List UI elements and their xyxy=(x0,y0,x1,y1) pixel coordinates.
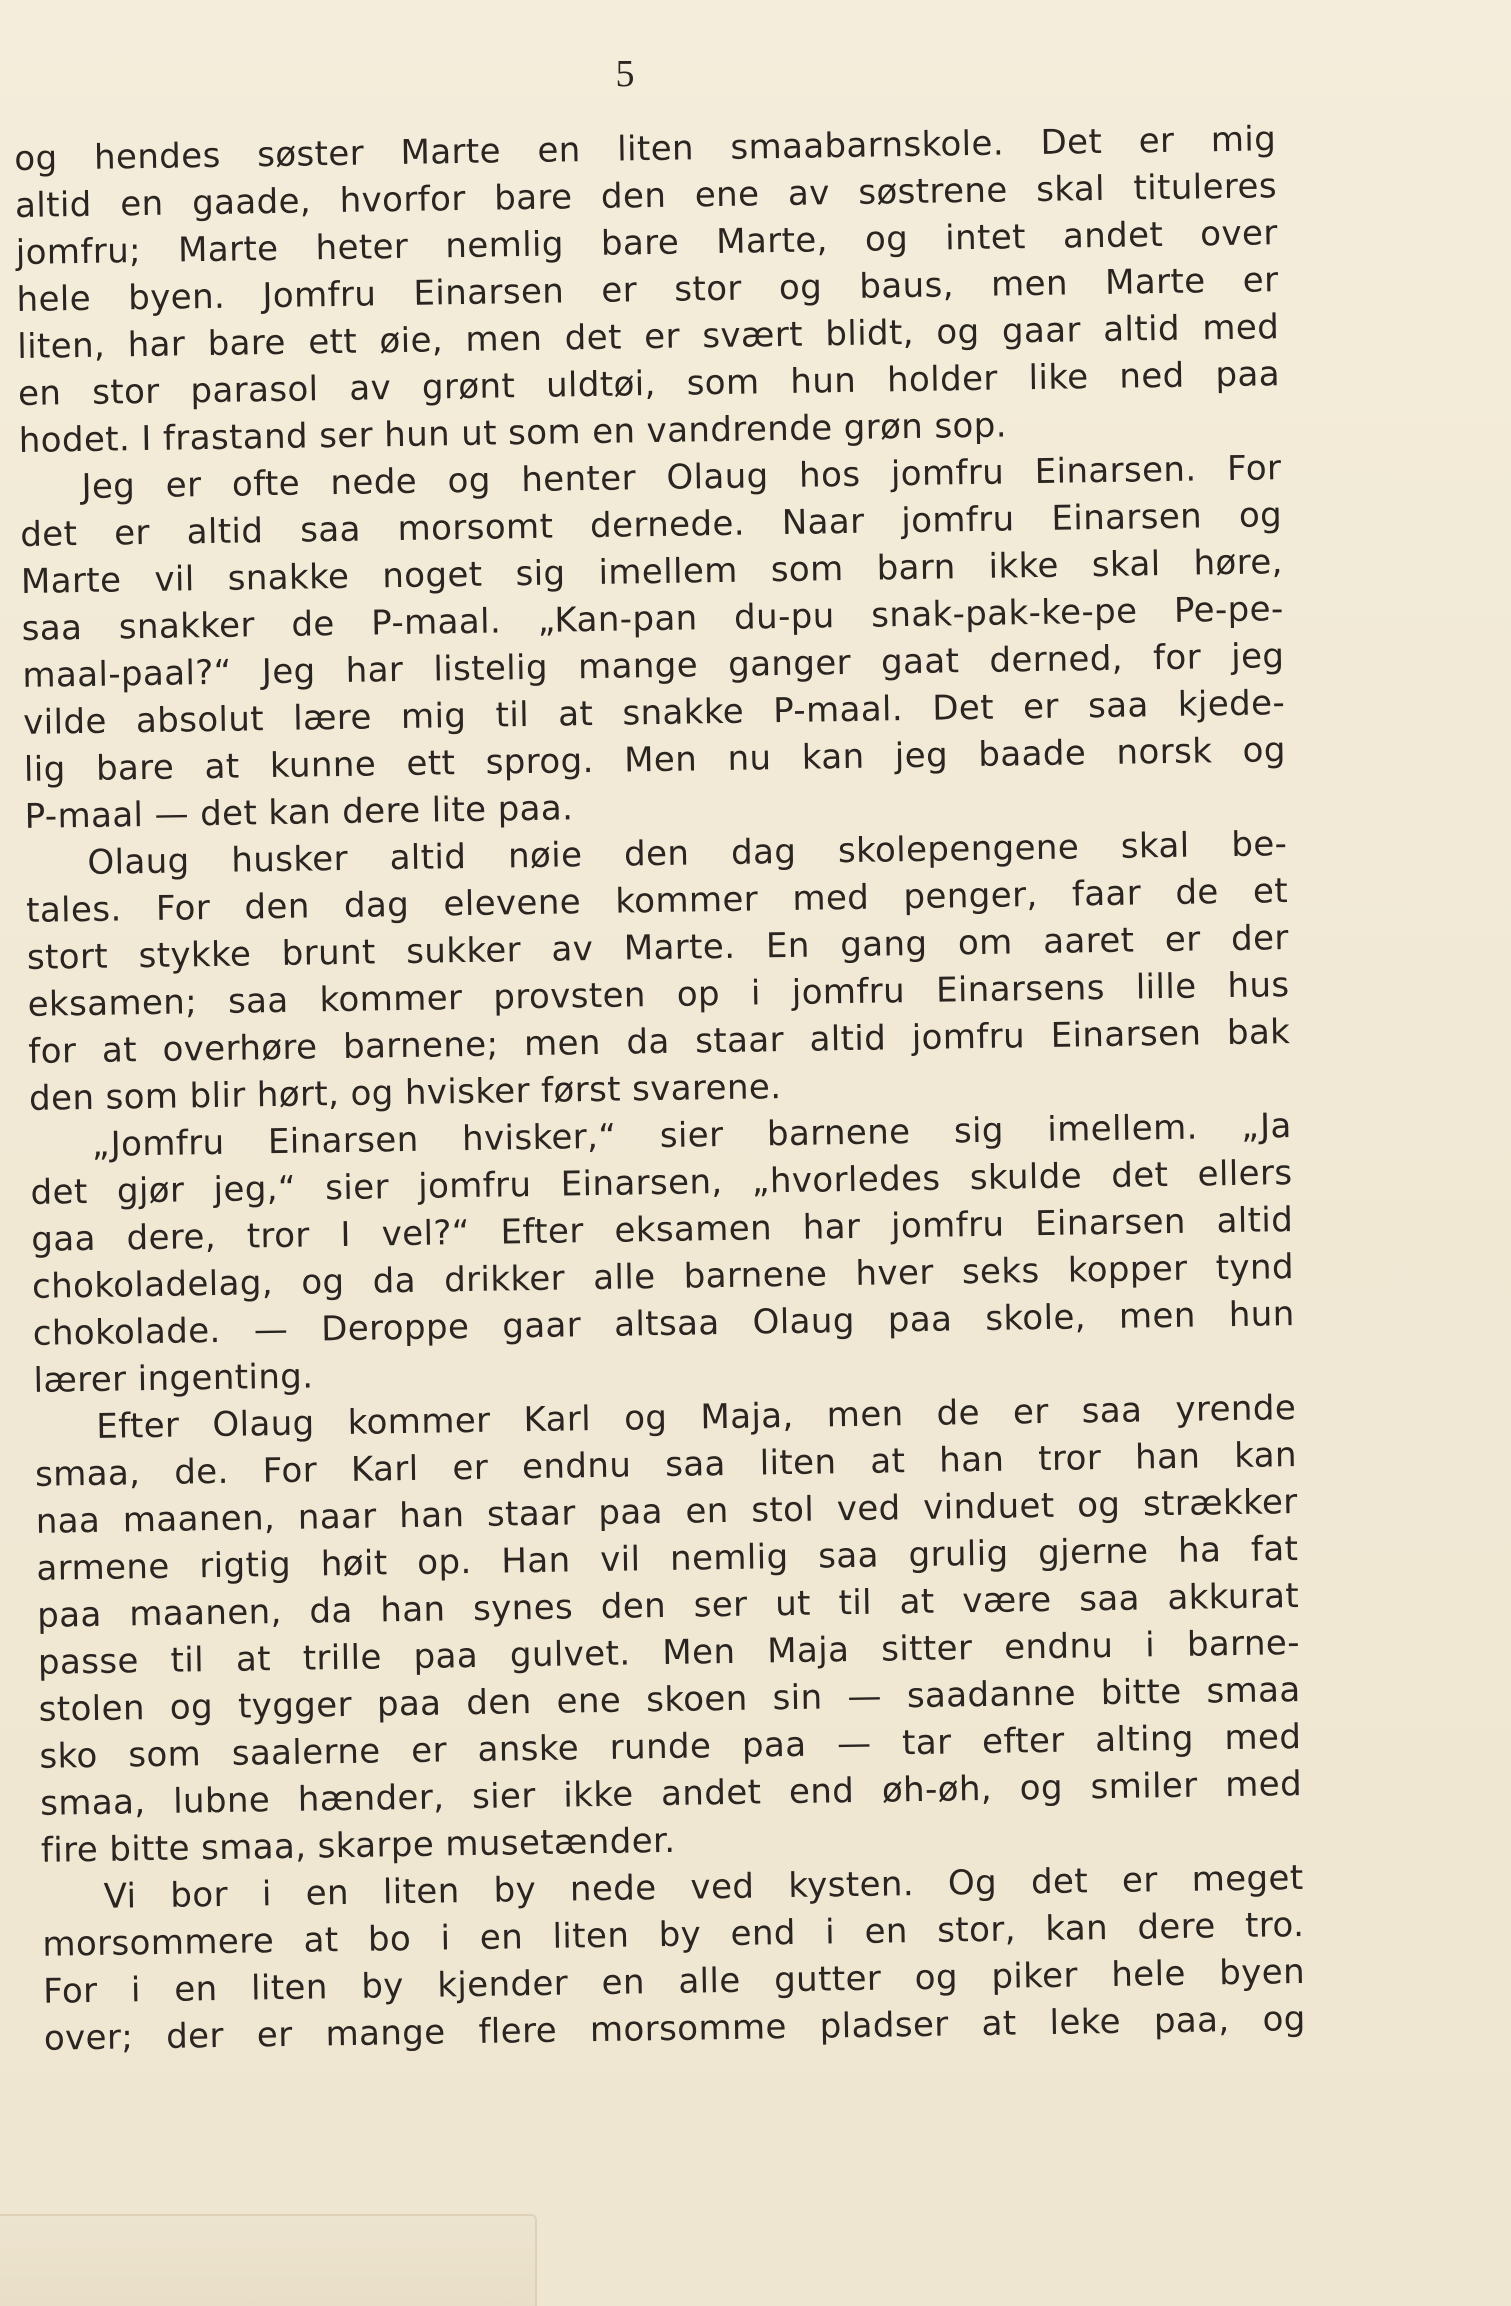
text-line: chokolade. — Deroppe gaar altsaa Olaug paa skole, men hun xyxy=(32,1294,1295,1354)
text-line: den som blir hørt, og hvisker først svarene. xyxy=(28,1067,782,1119)
text-line: for at overhøre barnene; men da staar altid jomfru Einarsen bak xyxy=(28,1012,1291,1072)
text-line: sko som saalerne er anske runde paa — tar efter alting med xyxy=(39,1716,1302,1777)
text-line: saa snakker de P-maal. „Kan-pan du-pu snak-pak-ke-pe Pe-pe- xyxy=(21,589,1284,649)
text-line: det gjør jeg,“ sier jomfru Einarsen, „hvorledes skulde det ellers xyxy=(30,1153,1293,1213)
text-line: paa maanen, da han synes den ser ut til at være saa akkurat xyxy=(36,1575,1300,1636)
body-text xyxy=(14,116,1306,2063)
text-line: det er altid saa morsomt dernede. Naar jomfru Einarsen og xyxy=(19,495,1283,555)
text-line: „Jomfru Einarsen hvisker,“ sier barnene sig imellem. „Ja xyxy=(91,1106,1293,1165)
text-line: hodet. I frastand ser hun ut som en vandrende grøn sop. xyxy=(18,405,1008,461)
text-line: en stor parasol av grønt uldtøi, som hun holder like ned paa xyxy=(17,354,1281,414)
text-line: stort stykke brunt sukker av Marte. En gang om aaret er der xyxy=(26,918,1290,978)
text-line: fire bitte smaa, skarpe musetænder. xyxy=(40,1820,676,1871)
text-line: over; der er mange flere morsomme pladser at leke paa, og xyxy=(43,1998,1307,2059)
text-line: vilde absolut lære mig til at snakke P-maal. Det er saa kjede- xyxy=(22,683,1286,743)
text-line: morsommere at bo i en liten by end i en stor, kan dere tro. xyxy=(42,1904,1305,1965)
text-line: smaa, de. For Karl er endnu saa liten at han tror han kan xyxy=(34,1435,1298,1495)
text-line: liten, har bare ett øie, men det er svært blidt, og gaar altid med xyxy=(17,307,1280,367)
text-line: og hendes søster Marte en liten smaabarnskole. Det er mig xyxy=(14,119,1277,179)
page-number: 5 xyxy=(615,53,635,95)
text-line: hele byen. Jomfru Einarsen er stor og baus, men Marte er xyxy=(16,260,1279,320)
text-line: Olaug husker altid nøie den dag skolepengene skal be- xyxy=(87,824,1288,883)
paper-edge xyxy=(0,2214,537,2306)
text-line: altid en gaade, hvorfor bare den ene av søstrene skal tituleres xyxy=(14,166,1278,226)
text-line: For i en liten by kjender en alle gutter og piker hele byen xyxy=(42,1951,1306,2012)
text-line: Efter Olaug kommer Karl og Maja, men de er saa yrende xyxy=(95,1388,1297,1447)
text-line: Vi bor i en liten by nede ved kysten. Og det er meget xyxy=(103,1857,1304,1917)
text-line: P-maal — det kan dere lite paa. xyxy=(24,788,574,837)
text-line: armene rigtig høit op. Han vil nemlig saa grulig gjerne ha fat xyxy=(36,1529,1299,1589)
text-line: stolen og tygger paa den ene skoen sin — saadanne bitte smaa xyxy=(38,1669,1301,1730)
text-line: Jeg er ofte nede og henter Olaug hos jomfru Einarsen. For xyxy=(81,448,1282,507)
text-line: tales. For den dag elevene kommer med penger, faar de et xyxy=(25,871,1289,931)
text-line: lig bare at kunne ett sprog. Men nu kan jeg baade norsk og xyxy=(23,730,1287,790)
text-line: jomfru; Marte heter nemlig bare Marte, og intet andet over xyxy=(15,213,1278,273)
text-line: smaa, lubne hænder, sier ikke andet end øh-øh, og smiler med xyxy=(39,1763,1303,1824)
text-line: eksamen; saa kommer provsten op i jomfru Einarsens lille hus xyxy=(27,965,1290,1025)
text-line: Marte vil snakke noget sig imellem som barn ikke skal høre, xyxy=(20,542,1284,602)
text-line: maal-paal?“ Jeg har listelig mange ganger gaat derned, for jeg xyxy=(22,636,1285,696)
text-line: chokoladelag, og da drikker alle barnene hver seks kopper tynd xyxy=(31,1247,1295,1307)
text-line: gaa dere, tror I vel?“ Efter eksamen har jomfru Einarsen altid xyxy=(31,1200,1294,1260)
text-line: lærer ingenting. xyxy=(33,1356,314,1401)
text-line: passe til at trille paa gulvet. Men Maja sitter endnu i barne- xyxy=(37,1622,1301,1683)
text-line: naa maanen, naar han staar paa en stol ved vinduet og strækker xyxy=(35,1482,1298,1542)
